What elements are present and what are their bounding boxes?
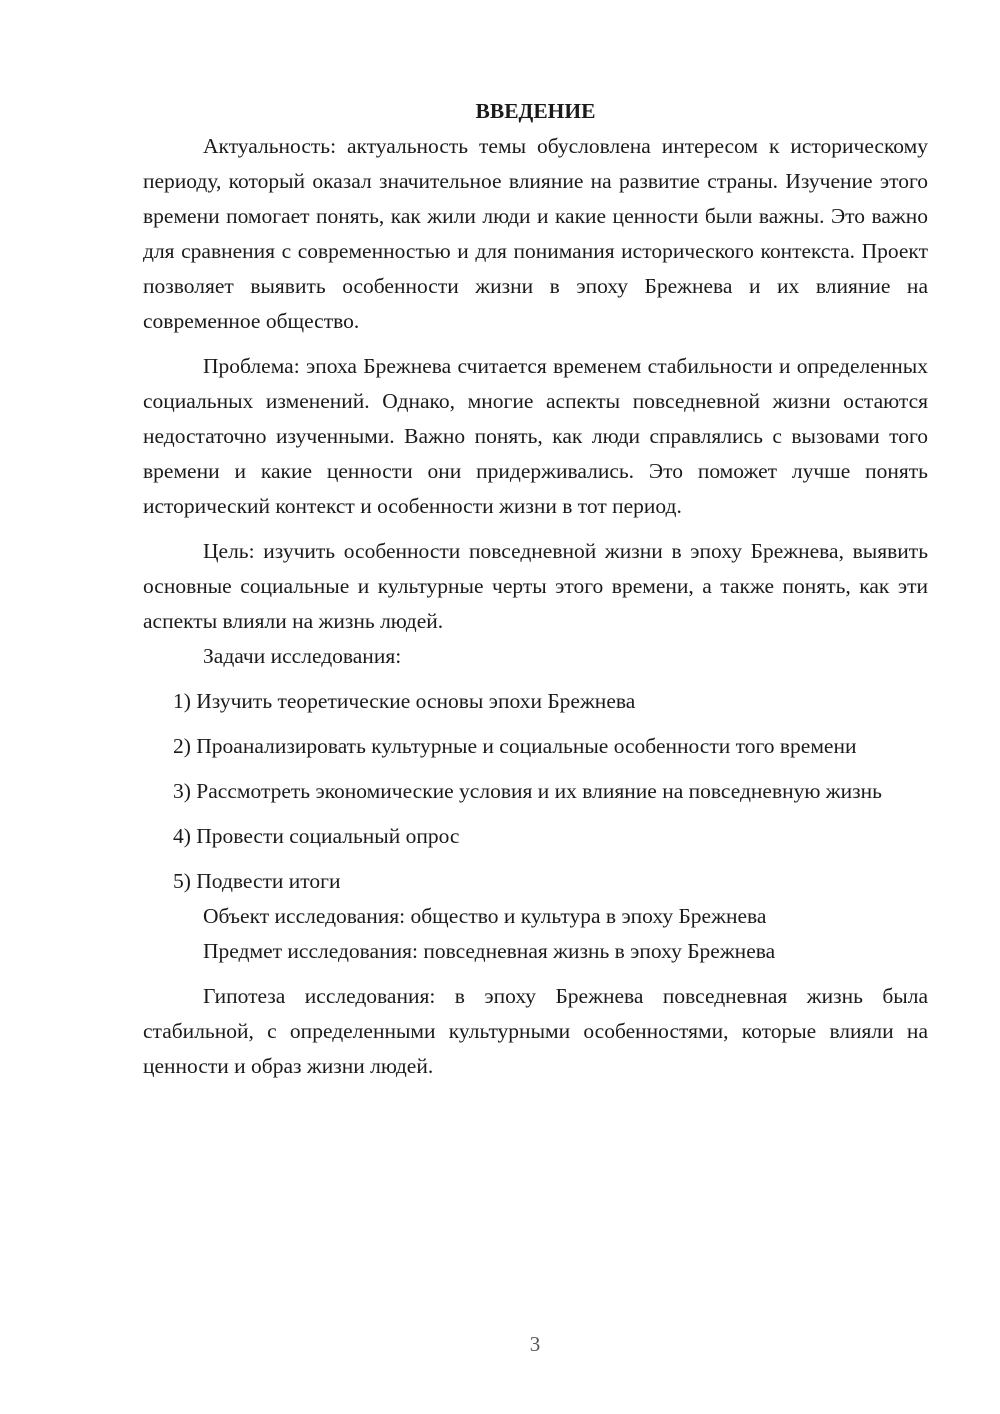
section-title: ВВЕДЕНИЕ (475, 99, 596, 123)
task-item: 5) Подвести итоги (173, 869, 341, 893)
tasks-list (143, 684, 928, 899)
object-paragraph: Объект исследования: общество и культура в эпоху Брежнева (203, 904, 767, 928)
relevance-paragraph: Актуальность: актуальность темы обусловлена интересом к историческому периоду, который оказал значительное влияние на развитие страны. Изучение этого времени помогает понять, как жили люди и какие ценности были важны. Это важно для сравнения с современностью и для понимания исторического контекста. Проект позволяет выявить особенности жизни в эпоху Брежнева и их влияние на современное общество. (143, 134, 928, 333)
tasks-heading: Задачи исследования: (203, 644, 402, 668)
task-item: 1) Изучить теоретические основы эпохи Брежнева (173, 689, 636, 713)
task-item: 2) Проанализировать культурные и социальные особенности того времени (173, 734, 857, 758)
document-page (143, 94, 928, 1084)
subject-paragraph: Предмет исследования: повседневная жизнь в эпоху Брежнева (203, 939, 776, 963)
goal-paragraph: Цель: изучить особенности повседневной жизни в эпоху Брежнева, выявить основные социальные и культурные черты этого времени, а также понять, как эти аспекты влияли на жизнь людей. (143, 539, 928, 633)
page-number: 3 (529, 1332, 541, 1356)
problem-paragraph: Проблема: эпоха Брежнева считается временем стабильности и определенных социальных изменений. Однако, многие аспекты повседневной жизни остаются недостаточно изученными. Важно понять, как люди справлялись с вызовами того времени и какие ценности они придерживались. Это поможет лучше понять исторический контекст и особенности жизни в тот период. (143, 354, 928, 518)
task-item: 3) Рассмотреть экономические условия и их влияние на повседневную жизнь (173, 779, 882, 803)
hypothesis-paragraph: Гипотеза исследования: в эпоху Брежнева повседневная жизнь была стабильной, с определенными культурными особенностями, которые влияли на ценности и образ жизни людей. (143, 984, 928, 1078)
task-item: 4) Провести социальный опрос (173, 824, 460, 848)
